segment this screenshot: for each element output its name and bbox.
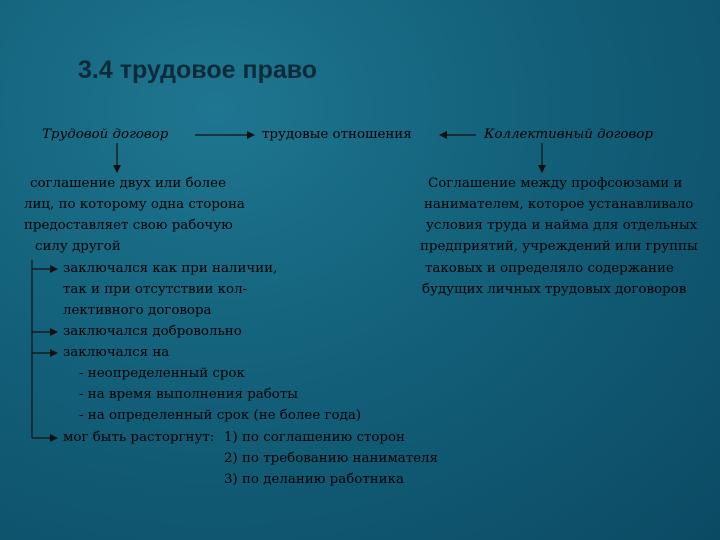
left-item: - на время выполнения работы bbox=[79, 387, 298, 402]
left-item: заключался как при наличии, bbox=[63, 261, 278, 276]
right-definition-line: нанимателем, которое устанавливало bbox=[424, 197, 694, 212]
left-definition-line: лиц, по которому одна сторона bbox=[24, 197, 245, 212]
left-item: заключался добровольно bbox=[63, 324, 242, 339]
left-item: - неопределенный срок bbox=[79, 366, 245, 381]
left-item: 2) по требованию нанимателя bbox=[224, 451, 439, 466]
left-item: заключался на bbox=[63, 345, 170, 360]
right-definition-line: Соглашение между профсоюзами и bbox=[428, 176, 683, 191]
left-item: мог быть расторгнут: bbox=[63, 430, 215, 445]
left-definition-line: силу другой bbox=[35, 239, 121, 254]
slide-title: 3.4 трудовое право bbox=[78, 56, 318, 84]
heading-labor-contract: Трудовой договор bbox=[42, 127, 169, 142]
left-item: так и при отсутствии кол- bbox=[63, 282, 248, 297]
left-item: 1) по соглашению сторон bbox=[224, 430, 405, 445]
left-item: - на определенный срок (не более года) bbox=[79, 408, 362, 423]
right-definition-line: таковых и определяло содержание bbox=[425, 261, 674, 276]
right-definition-line: предприятий, учреждений или группы bbox=[420, 239, 698, 254]
left-definition-line: предоставляет свою рабочую bbox=[24, 218, 233, 233]
left-item: 3) по деланию работника bbox=[224, 472, 404, 487]
heading-labor-relations: трудовые отношения bbox=[262, 127, 412, 142]
left-item: лективного договора bbox=[63, 303, 212, 318]
left-definition-line: соглашение двух или более bbox=[30, 176, 227, 191]
right-definition-line: будущих личных трудовых договоров bbox=[422, 282, 687, 297]
heading-collective-agreement: Коллективный договор bbox=[484, 127, 653, 142]
right-definition-line: условия труда и найма для отдельных bbox=[426, 218, 698, 233]
